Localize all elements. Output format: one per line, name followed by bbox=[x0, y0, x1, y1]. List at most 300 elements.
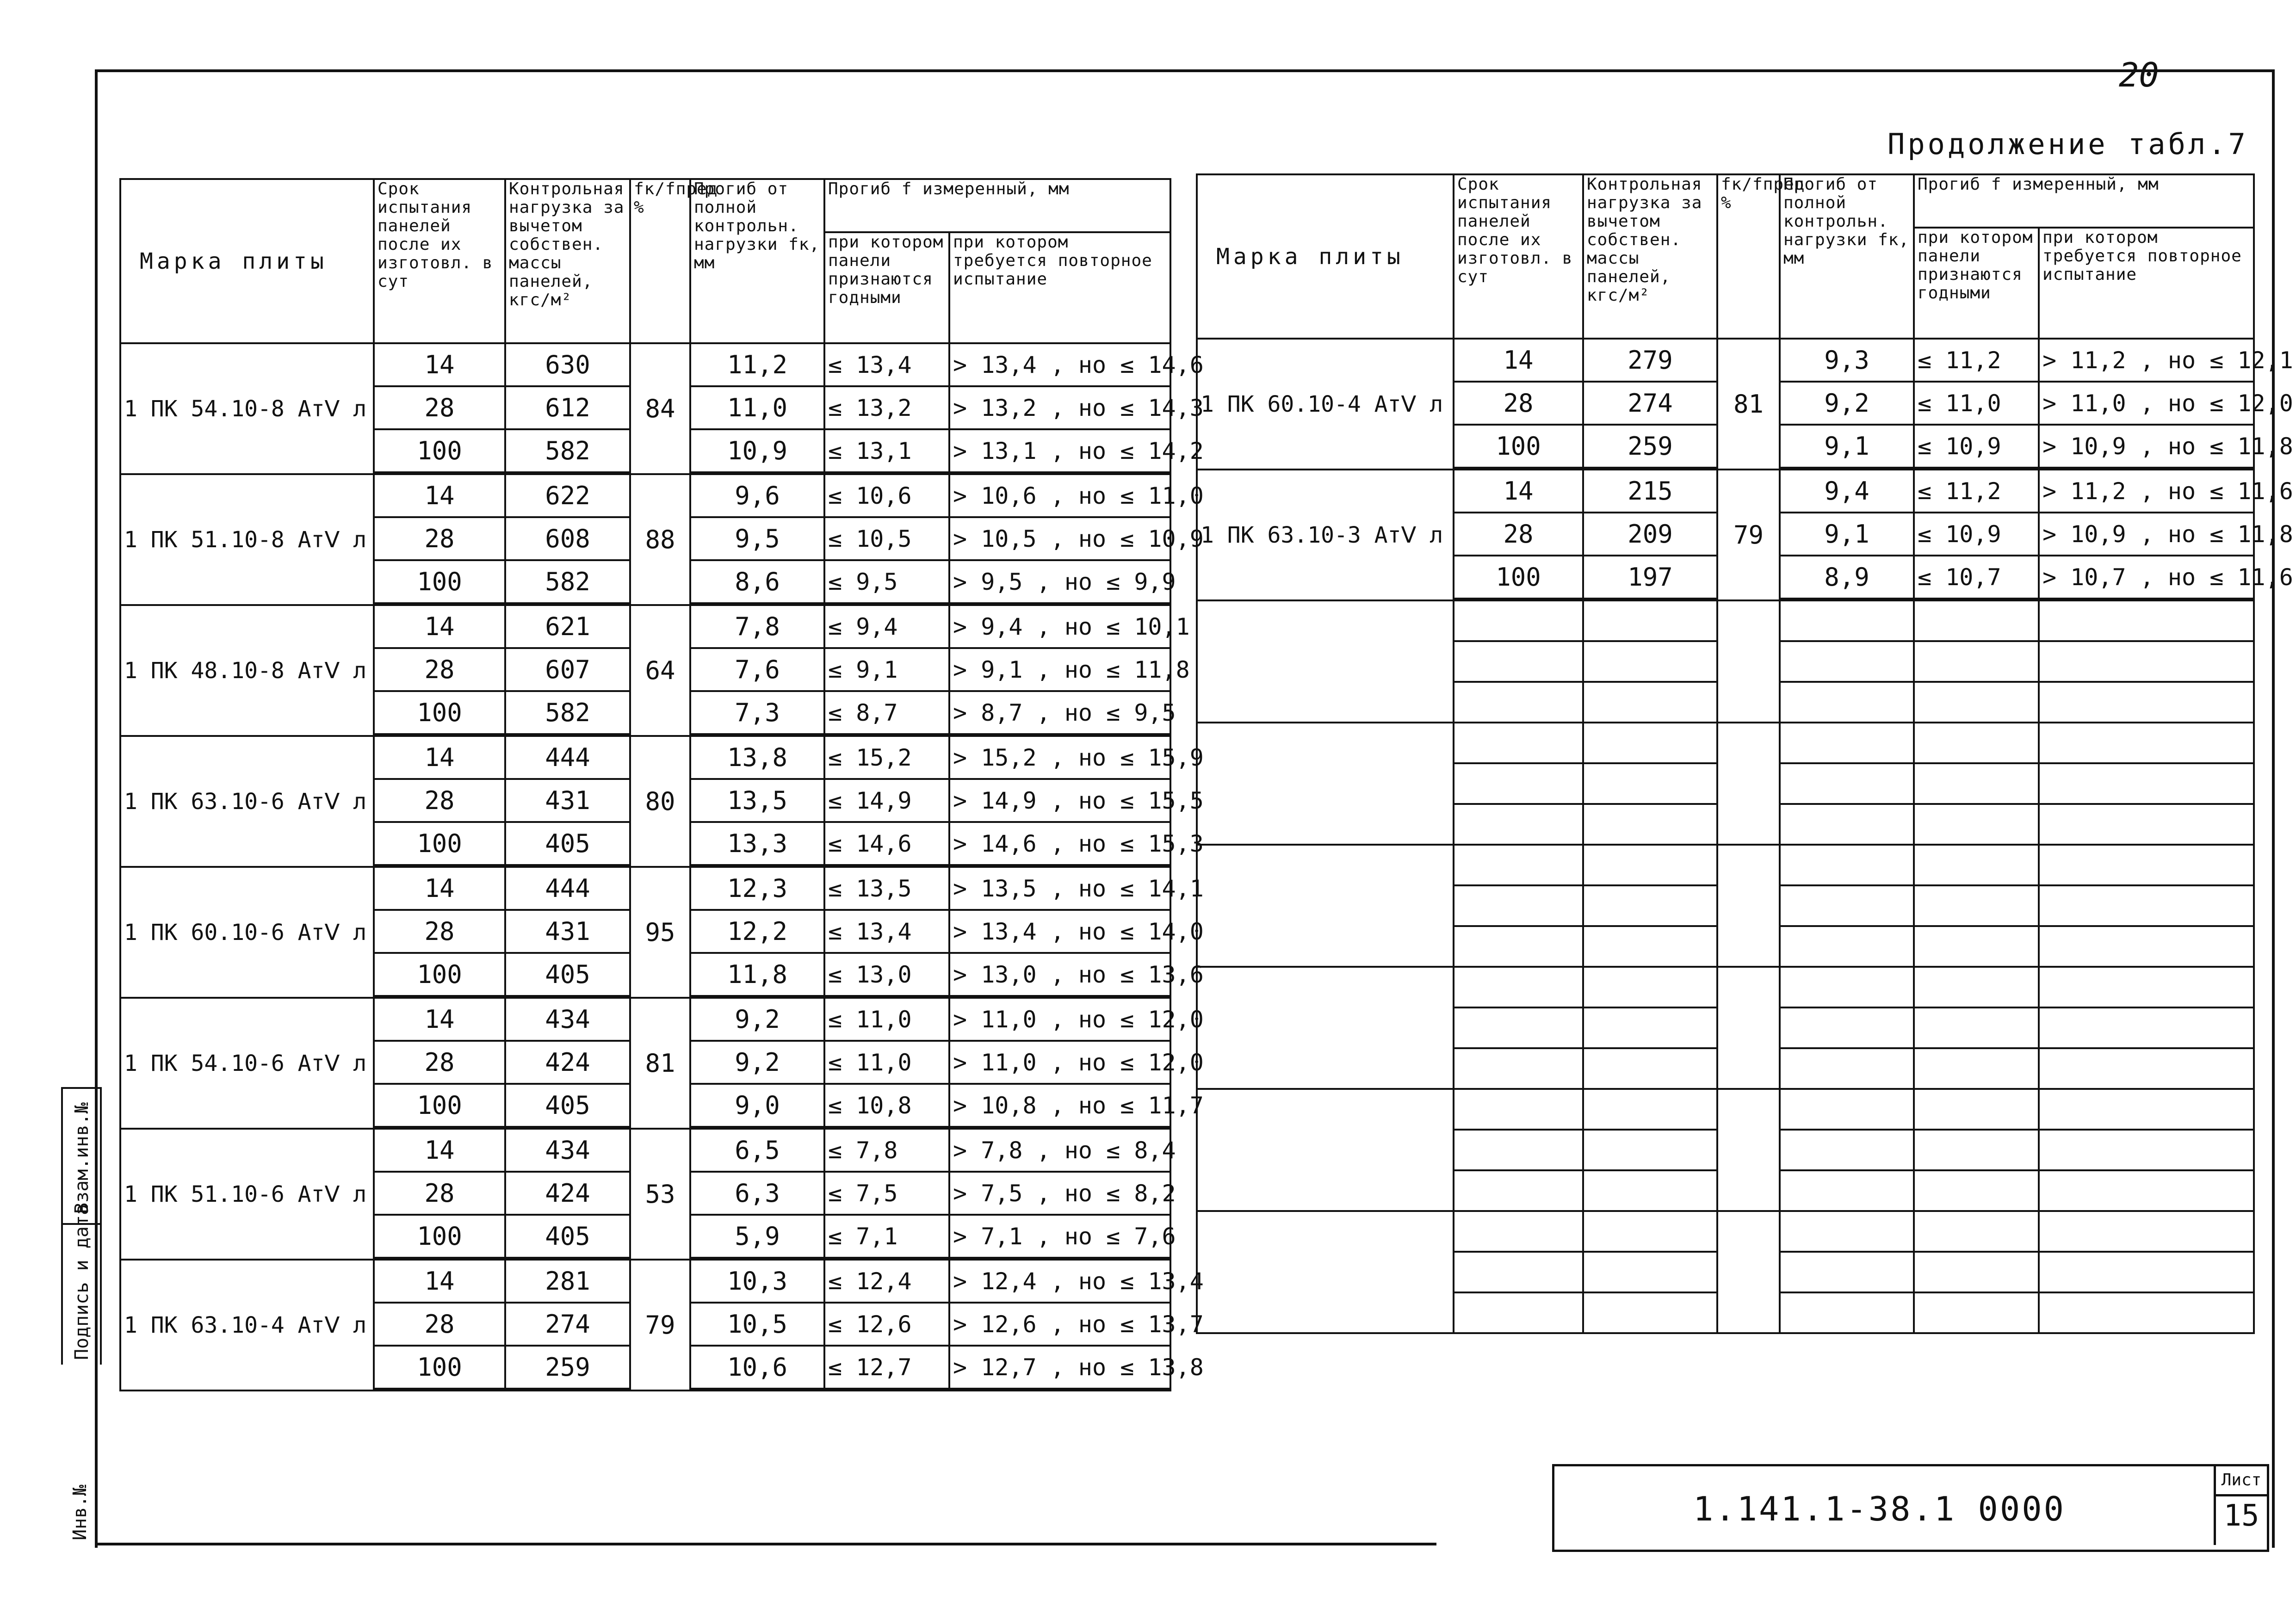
test-term: 100 bbox=[374, 1084, 505, 1127]
control-load: 612 bbox=[505, 386, 630, 429]
control-load: 274 bbox=[505, 1303, 630, 1346]
header-load: Контрольная нагрузка за вычетом собствен. массы панелей, кгс/м² bbox=[505, 179, 630, 343]
fit-criterion: ≤ 12,4 bbox=[824, 1260, 949, 1303]
empty-cell bbox=[1780, 1007, 1914, 1048]
empty-cell bbox=[2039, 763, 2254, 804]
fit-criterion: ≤ 11,2 bbox=[1914, 470, 2039, 513]
retest-criterion: > 9,4 , но ≤ 10,1 bbox=[949, 605, 1170, 648]
fit-criterion: ≤ 11,0 bbox=[824, 1041, 949, 1084]
fit-criterion: ≤ 10,9 bbox=[1914, 425, 2039, 468]
empty-cell bbox=[1583, 763, 1717, 804]
fit-criterion: ≤ 10,7 bbox=[1914, 556, 2039, 599]
test-term: 28 bbox=[374, 1041, 505, 1084]
empty-cell bbox=[2039, 1211, 2254, 1252]
deflection-value: 8,6 bbox=[690, 560, 824, 603]
control-load: 259 bbox=[505, 1346, 630, 1389]
empty-cell bbox=[374, 1389, 505, 1391]
empty-cell bbox=[1780, 845, 1914, 885]
retest-criterion: > 11,2 , но ≤ 11,6 bbox=[2039, 470, 2254, 513]
control-load: 405 bbox=[505, 822, 630, 865]
control-load: 444 bbox=[505, 736, 630, 779]
deflection-value: 7,8 bbox=[690, 605, 824, 648]
deflection-value: 8,9 bbox=[1780, 556, 1914, 599]
fit-criterion: ≤ 13,4 bbox=[824, 343, 949, 386]
retest-criterion: > 8,7 , но ≤ 9,5 bbox=[949, 691, 1170, 734]
empty-cell bbox=[1197, 723, 1454, 845]
fit-criterion: ≤ 10,8 bbox=[824, 1084, 949, 1127]
empty-cell bbox=[1583, 967, 1717, 1007]
empty-cell bbox=[1454, 1089, 1583, 1130]
signature-date-box bbox=[61, 1204, 102, 1365]
retest-criterion: > 13,4 , но ≤ 14,0 bbox=[949, 910, 1170, 953]
deflection-value: 6,5 bbox=[690, 1129, 824, 1172]
deflection-value: 12,3 bbox=[690, 867, 824, 910]
table-row-empty bbox=[1197, 845, 2254, 885]
deflection-value: 11,0 bbox=[690, 386, 824, 429]
empty-cell bbox=[1454, 885, 1583, 926]
control-load: 431 bbox=[505, 910, 630, 953]
control-load: 582 bbox=[505, 560, 630, 603]
table-row bbox=[1197, 339, 2254, 382]
fit-criterion: ≤ 13,0 bbox=[824, 953, 949, 996]
header-measured: Прогиб f измеренный, мм bbox=[1914, 174, 2254, 228]
ratio-percent: 81 bbox=[630, 998, 690, 1129]
table-row bbox=[120, 867, 1170, 910]
plate-mark: 1 ПК 54.10-6 АтⅤ л bbox=[120, 998, 374, 1129]
deflection-value: 9,3 bbox=[1780, 339, 1914, 382]
empty-cell bbox=[1717, 600, 1780, 723]
test-term: 28 bbox=[374, 1303, 505, 1346]
empty-cell bbox=[1780, 641, 1914, 682]
fit-criterion: ≤ 7,5 bbox=[824, 1172, 949, 1215]
retest-criterion: > 12,7 , но ≤ 13,8 bbox=[949, 1346, 1170, 1389]
deflection-value: 7,6 bbox=[690, 648, 824, 691]
table-row bbox=[120, 343, 1170, 386]
test-term: 28 bbox=[374, 517, 505, 560]
empty-cell bbox=[1583, 885, 1717, 926]
retest-criterion: > 12,6 , но ≤ 13,7 bbox=[949, 1303, 1170, 1346]
retest-criterion: > 11,0 , но ≤ 12,0 bbox=[2039, 382, 2254, 425]
plate-mark: 1 ПК 63.10-4 АтⅤ л bbox=[120, 1260, 374, 1391]
plate-mark: 1 ПК 51.10-8 АтⅤ л bbox=[120, 474, 374, 605]
empty-cell bbox=[1454, 1170, 1583, 1211]
retest-criterion: > 11,0 , но ≤ 12,0 bbox=[949, 1041, 1170, 1084]
control-load: 281 bbox=[505, 1260, 630, 1303]
table-row-empty bbox=[1197, 1089, 2254, 1130]
empty-cell bbox=[1780, 682, 1914, 723]
left-table bbox=[119, 178, 1204, 1391]
right-table bbox=[1196, 173, 2293, 1334]
retest-criterion: > 7,5 , но ≤ 8,2 bbox=[949, 1172, 1170, 1215]
empty-cell bbox=[1583, 1048, 1717, 1089]
retest-criterion: > 10,9 , но ≤ 11,8 bbox=[2039, 513, 2254, 556]
empty-cell bbox=[2039, 682, 2254, 723]
retest-criterion: > 11,2 , но ≤ 12,1 bbox=[2039, 339, 2254, 382]
test-term: 28 bbox=[374, 910, 505, 953]
empty-cell bbox=[1914, 926, 2039, 967]
deflection-value: 13,3 bbox=[690, 822, 824, 865]
fit-criterion: ≤ 13,2 bbox=[824, 386, 949, 429]
empty-cell bbox=[1914, 641, 2039, 682]
left-margin-stamp bbox=[28, 1087, 99, 1550]
retest-criterion: > 10,7 , но ≤ 11,6 bbox=[2039, 556, 2254, 599]
ratio-percent: 95 bbox=[630, 867, 690, 998]
control-load: 215 bbox=[1583, 470, 1717, 513]
header-fit: при котором панели признаются годными bbox=[824, 232, 949, 343]
empty-cell bbox=[1914, 600, 2039, 641]
table-caption: Продолжение табл.7 bbox=[1888, 127, 2248, 161]
retest-criterion: > 13,2 , но ≤ 14,3 bbox=[949, 386, 1170, 429]
plate-mark: 1 ПК 51.10-6 АтⅤ л bbox=[120, 1129, 374, 1260]
fit-criterion: ≤ 10,5 bbox=[824, 517, 949, 560]
table-row bbox=[120, 998, 1170, 1041]
empty-cell bbox=[2039, 845, 2254, 885]
sheet-number: 15 bbox=[2223, 1499, 2259, 1533]
test-term: 100 bbox=[1454, 425, 1583, 468]
control-load: 279 bbox=[1583, 339, 1717, 382]
frame-bottom-line bbox=[95, 1543, 1436, 1545]
control-load: 582 bbox=[505, 429, 630, 472]
control-load: 424 bbox=[505, 1041, 630, 1084]
fit-criterion: ≤ 9,1 bbox=[824, 648, 949, 691]
empty-cell bbox=[690, 1389, 824, 1391]
empty-cell bbox=[1780, 1089, 1914, 1130]
empty-cell bbox=[1914, 1252, 2039, 1292]
test-term: 28 bbox=[1454, 382, 1583, 425]
retest-criterion: > 10,6 , но ≤ 11,0 bbox=[949, 474, 1170, 517]
deflection-value: 9,4 bbox=[1780, 470, 1914, 513]
header-retest: при котором требуется повторное испытание bbox=[949, 232, 1170, 343]
document-code: 1.141.1-38.1 0000 bbox=[1693, 1489, 2066, 1528]
ratio-percent: 64 bbox=[630, 605, 690, 736]
retest-criterion: > 13,4 , но ≤ 14,6 bbox=[949, 343, 1170, 386]
ratio-percent: 79 bbox=[630, 1260, 690, 1391]
empty-cell bbox=[1454, 1211, 1583, 1252]
deflection-value: 7,3 bbox=[690, 691, 824, 734]
retest-criterion: > 10,8 , но ≤ 11,7 bbox=[949, 1084, 1170, 1127]
fit-criterion: ≤ 9,4 bbox=[824, 605, 949, 648]
test-term: 28 bbox=[374, 1172, 505, 1215]
empty-cell bbox=[2039, 1048, 2254, 1089]
fit-criterion: ≤ 7,8 bbox=[824, 1129, 949, 1172]
test-term: 14 bbox=[374, 998, 505, 1041]
empty-cell bbox=[1583, 1292, 1717, 1333]
deflection-value: 13,5 bbox=[690, 779, 824, 822]
empty-cell bbox=[1717, 723, 1780, 845]
empty-cell bbox=[1454, 1292, 1583, 1333]
replace-inventory-label: Взам.инв.№ bbox=[71, 1102, 93, 1214]
empty-cell bbox=[2039, 885, 2254, 926]
empty-cell bbox=[1583, 1211, 1717, 1252]
empty-cell bbox=[1454, 763, 1583, 804]
deflection-value: 9,1 bbox=[1780, 425, 1914, 468]
empty-cell bbox=[1197, 1211, 1454, 1333]
test-term: 14 bbox=[374, 474, 505, 517]
empty-cell bbox=[1454, 682, 1583, 723]
test-term: 100 bbox=[1454, 556, 1583, 599]
table-row-empty bbox=[1197, 1211, 2254, 1252]
empty-cell bbox=[1914, 1089, 2039, 1130]
fit-criterion: ≤ 11,0 bbox=[824, 998, 949, 1041]
retest-criterion: > 10,5 , но ≤ 10,9 bbox=[949, 517, 1170, 560]
ratio-percent: 81 bbox=[1717, 339, 1780, 470]
table-row bbox=[120, 1129, 1170, 1172]
retest-criterion: > 13,5 , но ≤ 14,1 bbox=[949, 867, 1170, 910]
empty-cell bbox=[2039, 967, 2254, 1007]
empty-cell bbox=[2039, 926, 2254, 967]
control-load: 607 bbox=[505, 648, 630, 691]
empty-cell bbox=[1197, 967, 1454, 1089]
control-load: 630 bbox=[505, 343, 630, 386]
retest-criterion: > 7,1 , но ≤ 7,6 bbox=[949, 1215, 1170, 1258]
plate-mark: 1 ПК 48.10-8 АтⅤ л bbox=[120, 605, 374, 736]
fit-criterion: ≤ 10,6 bbox=[824, 474, 949, 517]
test-term: 100 bbox=[374, 1346, 505, 1389]
empty-cell bbox=[1780, 1252, 1914, 1292]
deflection-value: 10,9 bbox=[690, 429, 824, 472]
header-deflection: Прогиб от полной контрольн. нагрузки fк, мм bbox=[690, 179, 824, 343]
empty-cell bbox=[1780, 1048, 1914, 1089]
empty-cell bbox=[2039, 804, 2254, 845]
deflection-value: 9,1 bbox=[1780, 513, 1914, 556]
deflection-value: 9,5 bbox=[690, 517, 824, 560]
test-term: 100 bbox=[374, 691, 505, 734]
test-term: 14 bbox=[374, 1260, 505, 1303]
retest-criterion: > 10,9 , но ≤ 11,8 bbox=[2039, 425, 2254, 468]
fit-criterion: ≤ 11,2 bbox=[1914, 339, 2039, 382]
empty-cell bbox=[1914, 1048, 2039, 1089]
control-load: 434 bbox=[505, 998, 630, 1041]
empty-cell bbox=[1914, 1007, 2039, 1048]
empty-cell bbox=[1454, 1048, 1583, 1089]
fit-criterion: ≤ 7,1 bbox=[824, 1215, 949, 1258]
empty-cell bbox=[1914, 1170, 2039, 1211]
empty-cell bbox=[1780, 885, 1914, 926]
deflection-value: 5,9 bbox=[690, 1215, 824, 1258]
empty-cell bbox=[949, 1389, 1170, 1391]
control-load: 405 bbox=[505, 1084, 630, 1127]
header-measured: Прогиб f измеренный, мм bbox=[824, 179, 1170, 232]
control-load: 431 bbox=[505, 779, 630, 822]
test-term: 28 bbox=[374, 648, 505, 691]
right-table-body bbox=[1197, 339, 2293, 1333]
empty-cell bbox=[1914, 1292, 2039, 1333]
deflection-value: 10,6 bbox=[690, 1346, 824, 1389]
empty-cell bbox=[2039, 1170, 2254, 1211]
control-load: 444 bbox=[505, 867, 630, 910]
fit-criterion: ≤ 13,5 bbox=[824, 867, 949, 910]
empty-cell bbox=[1780, 1292, 1914, 1333]
control-load: 434 bbox=[505, 1129, 630, 1172]
empty-cell bbox=[1914, 885, 2039, 926]
fit-criterion: ≤ 14,6 bbox=[824, 822, 949, 865]
control-load: 405 bbox=[505, 953, 630, 996]
empty-cell bbox=[1780, 600, 1914, 641]
ratio-percent: 80 bbox=[630, 736, 690, 867]
empty-cell bbox=[1914, 1211, 2039, 1252]
empty-cell bbox=[1717, 1211, 1780, 1333]
handwritten-sheet-number: 20 bbox=[2119, 56, 2159, 94]
retest-criterion: > 11,0 , но ≤ 12,0 bbox=[949, 998, 1170, 1041]
empty-cell bbox=[1780, 1170, 1914, 1211]
ratio-percent: 53 bbox=[630, 1129, 690, 1260]
signature-date-label: Подпись и дата bbox=[71, 1204, 93, 1360]
deflection-value: 9,2 bbox=[690, 998, 824, 1041]
empty-cell bbox=[2039, 1089, 2254, 1130]
empty-cell bbox=[2039, 1130, 2254, 1170]
fit-criterion: ≤ 15,2 bbox=[824, 736, 949, 779]
test-term: 100 bbox=[374, 429, 505, 472]
empty-cell bbox=[1454, 1130, 1583, 1170]
control-load: 274 bbox=[1583, 382, 1717, 425]
header-term: Срок испытания панелей после их изготовл. в сут bbox=[1454, 174, 1583, 339]
header-deflection: Прогиб от полной контрольн. нагрузки fк, мм bbox=[1780, 174, 1914, 339]
empty-cell bbox=[1583, 1252, 1717, 1292]
test-term: 14 bbox=[374, 343, 505, 386]
header-ratio: fк/fпред % bbox=[630, 179, 690, 343]
test-term: 14 bbox=[1454, 470, 1583, 513]
inventory-label: Инв.№ bbox=[69, 1484, 91, 1540]
table-row bbox=[120, 1260, 1170, 1303]
fit-criterion: ≤ 11,0 bbox=[1914, 382, 2039, 425]
empty-cell bbox=[1583, 641, 1717, 682]
deflection-value: 9,2 bbox=[690, 1041, 824, 1084]
ratio-percent: 84 bbox=[630, 343, 690, 474]
fit-criterion: ≤ 10,9 bbox=[1914, 513, 2039, 556]
control-load: 621 bbox=[505, 605, 630, 648]
empty-cell bbox=[2039, 723, 2254, 763]
control-load: 424 bbox=[505, 1172, 630, 1215]
header-term: Срок испытания панелей после их изготовл. в сут bbox=[374, 179, 505, 343]
table-row-empty bbox=[1197, 600, 2254, 641]
plate-mark: 1 ПК 60.10-4 АтⅤ л bbox=[1197, 339, 1454, 470]
empty-cell bbox=[1583, 723, 1717, 763]
empty-cell bbox=[2039, 641, 2254, 682]
header-ratio: fк/fпред % bbox=[1717, 174, 1780, 339]
empty-cell bbox=[1914, 723, 2039, 763]
deflection-value: 6,3 bbox=[690, 1172, 824, 1215]
control-load: 259 bbox=[1583, 425, 1717, 468]
left-table-body bbox=[120, 343, 1204, 1391]
table-row bbox=[120, 474, 1170, 517]
empty-cell bbox=[2039, 1007, 2254, 1048]
ratio-percent: 88 bbox=[630, 474, 690, 605]
plate-mark: 1 ПК 54.10-8 АтⅤ л bbox=[120, 343, 374, 474]
control-load: 405 bbox=[505, 1215, 630, 1258]
empty-cell bbox=[1583, 1130, 1717, 1170]
sheet-box bbox=[2214, 1466, 2267, 1545]
fit-criterion: ≤ 13,1 bbox=[824, 429, 949, 472]
sheet-label: Лист bbox=[2216, 1466, 2267, 1496]
empty-cell bbox=[1914, 1130, 2039, 1170]
header-mark: Марка плиты bbox=[1197, 174, 1454, 339]
header-mark: Марка плиты bbox=[120, 179, 374, 343]
table-row-empty bbox=[1197, 723, 2254, 763]
test-term: 28 bbox=[1454, 513, 1583, 556]
fit-criterion: ≤ 12,7 bbox=[824, 1346, 949, 1389]
empty-cell bbox=[1583, 682, 1717, 723]
empty-cell bbox=[1583, 926, 1717, 967]
empty-cell bbox=[1454, 967, 1583, 1007]
empty-cell bbox=[1914, 967, 2039, 1007]
test-term: 14 bbox=[374, 1129, 505, 1172]
empty-cell bbox=[1583, 600, 1717, 641]
empty-cell bbox=[1197, 1089, 1454, 1211]
deflection-value: 12,2 bbox=[690, 910, 824, 953]
empty-cell bbox=[824, 1389, 949, 1391]
retest-criterion: > 14,9 , но ≤ 15,5 bbox=[949, 779, 1170, 822]
empty-cell bbox=[505, 1389, 630, 1391]
empty-cell bbox=[1780, 1211, 1914, 1252]
test-term: 14 bbox=[374, 867, 505, 910]
retest-criterion: > 13,1 , но ≤ 14,2 bbox=[949, 429, 1170, 472]
control-load: 622 bbox=[505, 474, 630, 517]
retest-criterion: > 9,1 , но ≤ 11,8 bbox=[949, 648, 1170, 691]
empty-cell bbox=[1780, 723, 1914, 763]
empty-cell bbox=[1583, 1089, 1717, 1130]
empty-cell bbox=[2039, 1252, 2254, 1292]
empty-cell bbox=[1197, 845, 1454, 967]
table-row-empty bbox=[1197, 967, 2254, 1007]
empty-cell bbox=[1914, 804, 2039, 845]
test-term: 100 bbox=[374, 560, 505, 603]
test-term: 28 bbox=[374, 779, 505, 822]
empty-cell bbox=[1780, 763, 1914, 804]
empty-cell bbox=[1454, 600, 1583, 641]
header-fit: при котором панели признаются годными bbox=[1914, 228, 2039, 339]
ratio-percent: 79 bbox=[1717, 470, 1780, 600]
fit-criterion: ≤ 12,6 bbox=[824, 1303, 949, 1346]
retest-criterion: > 7,8 , но ≤ 8,4 bbox=[949, 1129, 1170, 1172]
empty-cell bbox=[1780, 1130, 1914, 1170]
empty-cell bbox=[1583, 1007, 1717, 1048]
empty-cell bbox=[1454, 1007, 1583, 1048]
deflection-value: 10,5 bbox=[690, 1303, 824, 1346]
retest-criterion: > 14,6 , но ≤ 15,3 bbox=[949, 822, 1170, 865]
empty-cell bbox=[1454, 845, 1583, 885]
retest-criterion: > 12,4 , но ≤ 13,4 bbox=[949, 1260, 1170, 1303]
plate-mark: 1 ПК 63.10-3 АтⅤ л bbox=[1197, 470, 1454, 600]
test-term: 14 bbox=[374, 736, 505, 779]
test-term: 28 bbox=[374, 386, 505, 429]
control-load: 197 bbox=[1583, 556, 1717, 599]
fit-criterion: ≤ 13,4 bbox=[824, 910, 949, 953]
empty-cell bbox=[1914, 682, 2039, 723]
test-term: 14 bbox=[1454, 339, 1583, 382]
table-row bbox=[1197, 470, 2254, 513]
test-term: 100 bbox=[374, 1215, 505, 1258]
deflection-value: 9,2 bbox=[1780, 382, 1914, 425]
header-retest: при котором требуется повторное испытание bbox=[2039, 228, 2254, 339]
header-load: Контрольная нагрузка за вычетом собствен. массы панелей, кгс/м² bbox=[1583, 174, 1717, 339]
control-load: 608 bbox=[505, 517, 630, 560]
table-row bbox=[120, 736, 1170, 779]
deflection-value: 11,8 bbox=[690, 953, 824, 996]
empty-cell bbox=[1454, 804, 1583, 845]
fit-criterion: ≤ 14,9 bbox=[824, 779, 949, 822]
empty-cell bbox=[1454, 723, 1583, 763]
empty-cell bbox=[1914, 845, 2039, 885]
deflection-value: 9,6 bbox=[690, 474, 824, 517]
deflection-value: 10,3 bbox=[690, 1260, 824, 1303]
deflection-value: 11,2 bbox=[690, 343, 824, 386]
test-term: 14 bbox=[374, 605, 505, 648]
empty-cell bbox=[1454, 1252, 1583, 1292]
retest-criterion: > 9,5 , но ≤ 9,9 bbox=[949, 560, 1170, 603]
deflection-value: 13,8 bbox=[690, 736, 824, 779]
control-load: 582 bbox=[505, 691, 630, 734]
plate-mark: 1 ПК 60.10-6 АтⅤ л bbox=[120, 867, 374, 998]
